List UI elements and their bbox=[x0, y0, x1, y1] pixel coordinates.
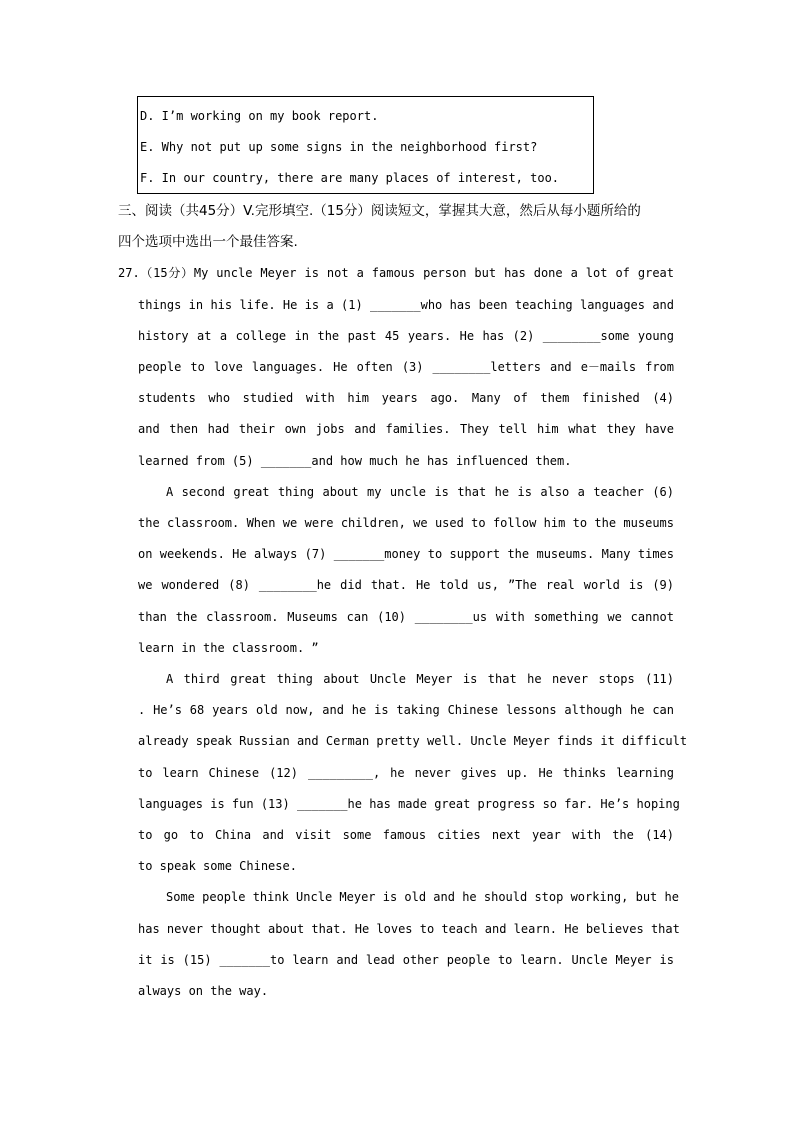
passage-line: to go to China and visit some famous cities next year with the (14) bbox=[138, 828, 674, 842]
passage-line: to learn Chinese (12) _________, he never gives up. He thinks learning bbox=[138, 766, 674, 780]
passage-line: students who studied with him years ago. Many of them finished (4) bbox=[138, 391, 674, 405]
section-heading-line-1: 三、阅读（共45分）V.完形填空.（15分）阅读短文，掌握其大意，然后从每小题所给的 bbox=[118, 203, 641, 219]
passage-line: . He’s 68 years old now, and he is taking Chinese lessons although he can bbox=[138, 703, 674, 717]
passage-line: already speak Russian and Cerman pretty well. Uncle Meyer finds it difficult bbox=[138, 734, 688, 748]
passage-line: A second great thing about my uncle is that he is also a teacher (6) bbox=[166, 485, 674, 499]
passage-line: Some people think Uncle Meyer is old and he should stop working, but he bbox=[166, 890, 679, 904]
passage-line: history at a college in the past 45 years. He has (2) ________some young bbox=[138, 329, 674, 343]
passage-line: languages is fun (13) _______he has made great progress so far. He’s hoping bbox=[138, 797, 680, 811]
passage-line: and then had their own jobs and families. They tell him what they have bbox=[138, 422, 674, 436]
options-box bbox=[137, 96, 594, 194]
option-d: D. I’m working on my book report. bbox=[140, 109, 379, 123]
passage-line: things in his life. He is a (1) _______who has been teaching languages and bbox=[138, 298, 674, 312]
passage-line: the classroom. When we were children, we used to follow him to the museums bbox=[138, 516, 674, 530]
passage-line: on weekends. He always (7) _______money to support the museums. Many times bbox=[138, 547, 674, 561]
passage-line: than the classroom. Museums can (10) ________us with something we cannot bbox=[138, 610, 674, 624]
passage-line: it is (15) _______to learn and lead other people to learn. Uncle Meyer is bbox=[138, 953, 674, 967]
section-heading-line-2: 四个选项中选出一个最佳答案. bbox=[118, 234, 298, 250]
passage-line: we wondered (8) ________he did that. He told us, ”The real world is (9) bbox=[138, 578, 674, 592]
question-number-line: 27.（15分）My uncle Meyer is not a famous person but has done a lot of great bbox=[118, 266, 674, 280]
passage-line: learn in the classroom. ” bbox=[138, 641, 319, 655]
passage-line: to speak some Chinese. bbox=[138, 859, 297, 873]
option-f: F. In our country, there are many places of interest, too. bbox=[140, 171, 560, 185]
passage-line: always on the way. bbox=[138, 984, 269, 998]
passage-line: has never thought about that. He loves to teach and learn. He believes that bbox=[138, 922, 680, 936]
option-e: E. Why not put up some signs in the neighborhood first? bbox=[140, 140, 538, 154]
passage-line: people to love languages. He often (3) ________letters and e－mails from bbox=[138, 360, 674, 374]
passage-line: learned from (5) _______and how much he has influenced them. bbox=[138, 454, 572, 468]
passage-line: A third great thing about Uncle Meyer is that he never stops (11) bbox=[166, 672, 674, 686]
